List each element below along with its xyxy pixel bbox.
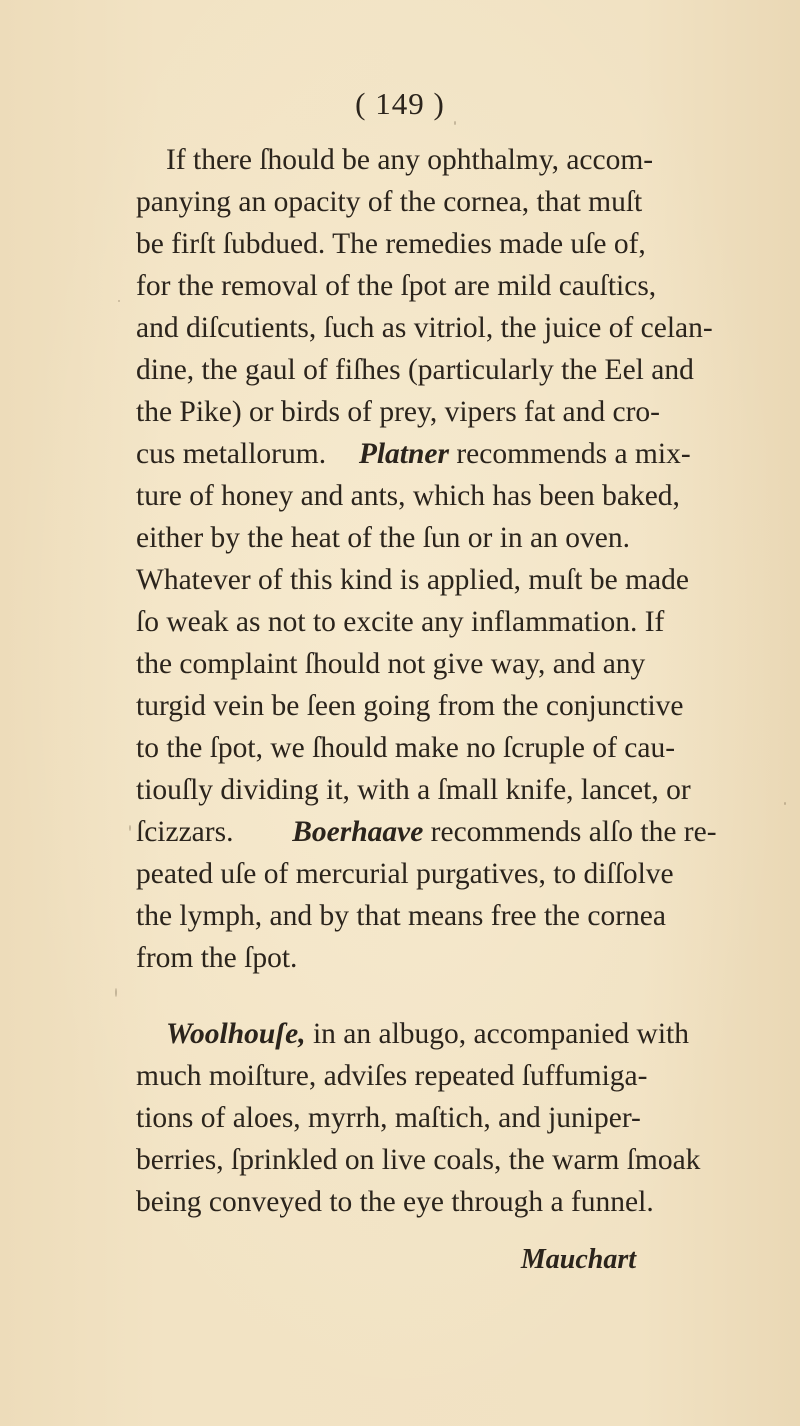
text-line: tiouſly dividing it, with a ſmall knife, lancet, or — [136, 774, 691, 806]
text-line: berries, ſprinkled on live coals, the warm ſmoak — [136, 1144, 701, 1176]
text-line: and diſcutients, ſuch as vitriol, the juice of celan- — [136, 312, 713, 344]
text-fragment: recommends a mix- — [448, 438, 691, 470]
text-line: for the removal of the ſpot are mild cauſtics, — [136, 270, 657, 302]
text-line: ſo weak as not to excite any inflammation. If — [136, 606, 665, 638]
paper-speck — [784, 802, 786, 805]
text-line: from the ſpot. — [136, 942, 298, 974]
text-line: Whatever of this kind is applied, muſt be made — [136, 564, 689, 596]
text-line: turgid vein be ſeen going from the conjunctive — [136, 690, 684, 722]
text-line-with-name — [136, 812, 717, 852]
text-line: much moiſture, adviſes repeated ſuffumiga- — [136, 1060, 648, 1092]
text-line: dine, the gaul of fiſhes (particularly the Eel and — [136, 354, 694, 386]
paper-speck — [118, 300, 120, 302]
text-line: panying an opacity of the cornea, that muſt — [136, 186, 643, 218]
text-line: the lymph, and by that means free the cornea — [136, 900, 666, 932]
text-line: either by the heat of the ſun or in an oven. — [136, 522, 630, 554]
text-line: tions of aloes, myrrh, maſtich, and juniper- — [136, 1102, 641, 1134]
text-line: peated uſe of mercurial purgatives, to diſſolve — [136, 858, 674, 890]
text-line: being conveyed to the eye through a funnel. — [136, 1186, 654, 1218]
paper-speck — [115, 988, 117, 997]
author-name: Boerhaave — [292, 816, 424, 848]
catchword: Mauchart — [520, 1244, 636, 1275]
paper-speck — [129, 825, 131, 831]
text-fragment: recommends alſo the re- — [423, 816, 717, 848]
text-fragment: cus metallorum. — [136, 438, 327, 470]
text-line: ture of honey and ants, which has been baked, — [136, 480, 680, 512]
text-line: the Pike) or birds of prey, vipers fat and cro- — [136, 396, 660, 428]
author-name: Woolhouſe, — [166, 1018, 306, 1050]
page-number: ( 149 ) — [355, 86, 445, 121]
text-line: to the ſpot, we ſhould make no ſcruple of cau- — [136, 732, 676, 764]
text-line-with-name — [136, 434, 691, 474]
text-line-with-name — [166, 1014, 689, 1054]
text-fragment: in an albugo, accompanied with — [312, 1018, 689, 1050]
text-fragment: ſcizzars. — [136, 816, 234, 848]
author-name: Platner — [358, 438, 449, 470]
text-line: the complaint ſhould not give way, and any — [136, 648, 646, 680]
text-line: be firſt ſubdued. The remedies made uſe of, — [136, 228, 646, 260]
text-line: If there ſhould be any ophthalmy, accom- — [166, 144, 654, 176]
paper-speck — [454, 121, 456, 125]
